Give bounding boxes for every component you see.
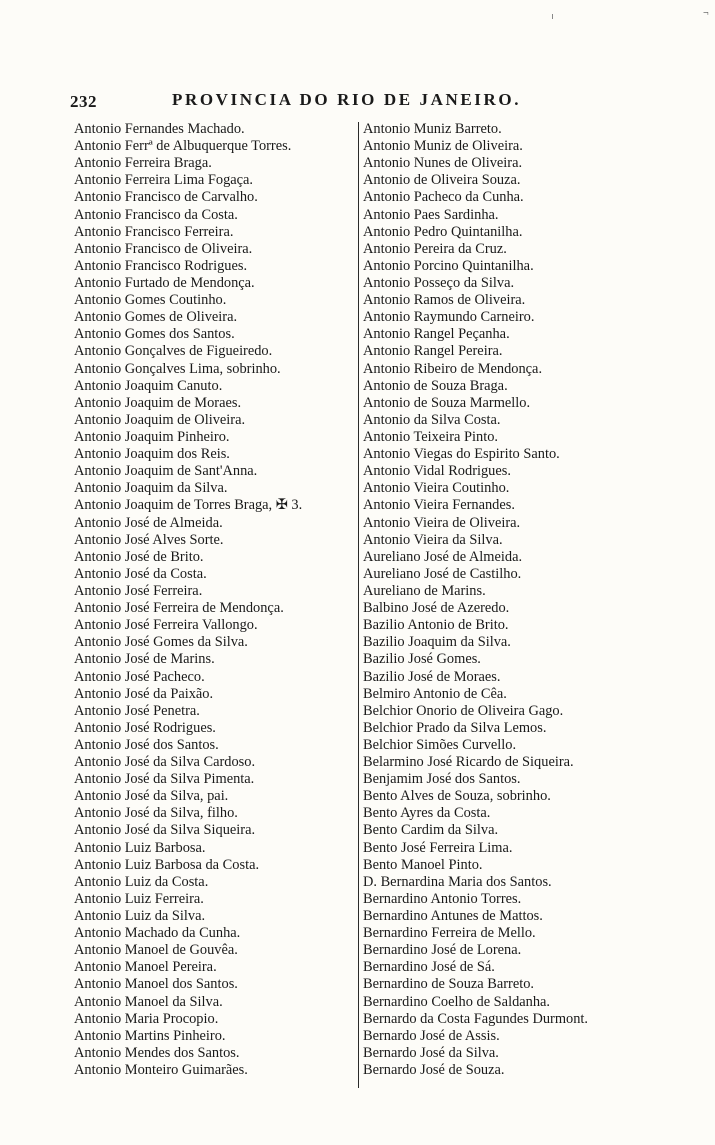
name-entry: Bernardino Antunes de Mattos. <box>363 908 543 925</box>
name-entry: Antonio Luiz da Costa. <box>74 873 209 890</box>
name-entry: Antonio Martins Pinheiro. <box>74 1027 226 1044</box>
name-entry: Bernardo José de Assis. <box>363 1027 500 1044</box>
name-entry: Antonio Francisco da Costa. <box>74 206 238 223</box>
name-entry: Antonio da Silva Costa. <box>363 411 501 428</box>
name-entry: Antonio Joaquim de Oliveira. <box>74 411 246 428</box>
name-entry: Antonio José da Silva, filho. <box>74 805 238 822</box>
name-entry: Antonio Gonçalves Lima, sobrinho. <box>74 360 281 377</box>
name-entry: Antonio Luiz da Silva. <box>74 908 206 925</box>
name-entry: Antonio José Ferreira Vallongo. <box>74 617 258 634</box>
name-entry: Antonio José de Brito. <box>74 548 204 565</box>
name-entry: Bernardo José da Silva. <box>363 1044 499 1061</box>
name-entry: Bazilio Antonio de Brito. <box>363 617 509 634</box>
name-entry: Bazilio José Gomes. <box>363 651 481 668</box>
page-number: 232 <box>70 92 97 111</box>
name-entry: Antonio Rangel Peçanha. <box>363 326 510 343</box>
name-entry: Antonio Vieira Coutinho. <box>363 480 510 497</box>
name-entry: Antonio José Penetra. <box>74 702 200 719</box>
name-entry: Antonio Joaquim Pinheiro. <box>74 428 230 445</box>
name-entry: Antonio Nunes de Oliveira. <box>363 155 523 172</box>
name-entry: Antonio Ramos de Oliveira. <box>363 292 526 309</box>
name-entry: Antonio Manoel da Silva. <box>74 993 223 1010</box>
name-entry: Aureliano de Marins. <box>363 582 486 599</box>
name-entry: Antonio José Ferreira de Mendonça. <box>74 600 284 617</box>
name-entry: Antonio José da Costa. <box>74 565 207 582</box>
name-entry: Bento Cardim da Silva. <box>363 822 499 839</box>
name-entry: Antonio José de Marins. <box>74 651 215 668</box>
name-entry: Bernardo José de Souza. <box>363 1062 505 1079</box>
name-entry: Antonio Vieira da Silva. <box>363 531 503 548</box>
name-entry: Antonio José Alves Sorte. <box>74 531 224 548</box>
name-entry: Belchior Onorio de Oliveira Gago. <box>363 702 564 719</box>
name-entry: Antonio José Rodrigues. <box>74 719 216 736</box>
name-entry: Antonio Gonçalves de Figueiredo. <box>74 343 273 360</box>
name-entry: Antonio Ribeiro de Mendonça. <box>363 360 543 377</box>
name-entry: Antonio Luiz Barbosa da Costa. <box>74 856 260 873</box>
name-entry: Antonio Pacheco da Cunha. <box>363 189 524 206</box>
name-entry: Balbino José de Azeredo. <box>363 600 510 617</box>
name-entry: Bernardino Ferreira de Mello. <box>363 925 536 942</box>
name-entry: Antonio Muniz Barreto. <box>363 121 502 137</box>
name-entry: Antonio Posseço da Silva. <box>363 274 515 291</box>
name-entry: Antonio Joaquim de Torres Braga, ✠ 3. <box>74 497 303 514</box>
name-entry: Antonio de Souza Braga. <box>363 377 508 394</box>
name-entry: Antonio Rangel Pereira. <box>363 343 503 360</box>
name-entry: Belarmino José Ricardo de Siqueira. <box>363 754 574 771</box>
name-entry: Antonio Pedro Quintanilha. <box>363 223 523 240</box>
name-entry: Bernardino de Souza Barreto. <box>363 976 535 993</box>
name-entry: Antonio Mendes dos Santos. <box>74 1044 240 1061</box>
name-entry: Antonio Furtado de Mendonça. <box>74 274 255 291</box>
name-entry: Antonio José da Silva Cardoso. <box>74 754 256 771</box>
left-column <box>74 121 359 1079</box>
column-divider <box>358 122 359 1088</box>
name-entry: Antonio Gomes dos Santos. <box>74 326 235 343</box>
name-entry: Aureliano José de Almeida. <box>363 548 523 565</box>
name-entry: Antonio José dos Santos. <box>74 736 219 753</box>
name-entry: Bento Manoel Pinto. <box>363 856 483 873</box>
name-entry: Bento Ayres da Costa. <box>363 805 491 822</box>
name-entry: Bernardo da Costa Fagundes Durmont. <box>363 1010 589 1027</box>
name-entry: Antonio Teixeira Pinto. <box>363 428 499 445</box>
name-entry: Antonio José da Silva, pai. <box>74 788 229 805</box>
name-entry: Antonio Luiz Ferreira. <box>74 890 204 907</box>
name-entry: Antonio Vieira Fernandes. <box>363 497 515 514</box>
name-entry: Bernardino José de Sá. <box>363 959 495 976</box>
name-entry: Antonio Viegas do Espirito Santo. <box>363 446 560 463</box>
name-entry: Bernardino José de Lorena. <box>363 942 522 959</box>
name-entry: Antonio Machado da Cunha. <box>74 925 241 942</box>
name-entry: Antonio José Gomes da Silva. <box>74 634 248 651</box>
name-entry: Bento José Ferreira Lima. <box>363 839 513 856</box>
name-entry: Antonio Pereira da Cruz. <box>363 240 507 257</box>
name-entry: Antonio Monteiro Guimarães. <box>74 1062 248 1079</box>
name-entry: Antonio Paes Sardinha. <box>363 206 499 223</box>
name-entry: Belchior Simões Curvello. <box>363 736 517 753</box>
name-entry: Bazilio Joaquim da Silva. <box>363 634 511 651</box>
name-entry: Antonio Fernandes Machado. <box>74 121 245 137</box>
name-entry: Antonio de Souza Marmello. <box>363 394 531 411</box>
name-entry: Antonio José da Silva Pimenta. <box>74 771 255 788</box>
name-entry: Bernardino Antonio Torres. <box>363 890 522 907</box>
name-entry: Antonio Gomes de Oliveira. <box>74 309 238 326</box>
name-entry: Antonio Muniz de Oliveira. <box>363 138 523 155</box>
name-entry: Bazilio José de Moraes. <box>363 668 501 685</box>
name-entry: Antonio Francisco de Oliveira. <box>74 240 253 257</box>
name-entry: Antonio Vieira de Oliveira. <box>363 514 521 531</box>
name-entry: Aureliano José de Castilho. <box>363 565 522 582</box>
name-entry: Antonio Porcino Quintanilha. <box>363 257 534 274</box>
name-entry: Bernardino Coelho de Saldanha. <box>363 993 551 1010</box>
name-entry: Antonio Vidal Rodrigues. <box>363 463 511 480</box>
name-entry: Benjamim José dos Santos. <box>363 771 521 788</box>
name-entry: Antonio Francisco Ferreira. <box>74 223 234 240</box>
name-entry: Antonio José de Almeida. <box>74 514 223 531</box>
name-entry: Antonio Ferreira Lima Fogaça. <box>74 172 254 189</box>
name-entry: Antonio Raymundo Carneiro. <box>363 309 535 326</box>
name-entry: Belmiro Antonio de Cêa. <box>363 685 507 702</box>
name-entry: D. Bernardina Maria dos Santos. <box>363 873 552 890</box>
margin-tick <box>552 14 553 19</box>
name-entry: Antonio Joaquim Canuto. <box>74 377 223 394</box>
name-entry: Antonio Francisco Rodrigues. <box>74 257 248 274</box>
name-entry: Antonio Manoel Pereira. <box>74 959 217 976</box>
name-entry: Antonio Joaquim de Moraes. <box>74 394 242 411</box>
name-entry: Antonio Joaquim da Silva. <box>74 480 228 497</box>
name-entry: Bento Alves de Souza, sobrinho. <box>363 788 551 805</box>
name-entry: Antonio José Ferreira. <box>74 582 203 599</box>
name-entry: Antonio Ferrª de Albuquerque Torres. <box>74 138 292 155</box>
corner-mark: ¬ <box>703 8 709 19</box>
name-entry: Antonio Ferreira Braga. <box>74 155 212 172</box>
name-entry: Antonio Maria Procopio. <box>74 1010 219 1027</box>
name-entry: Antonio Gomes Coutinho. <box>74 292 227 309</box>
right-column <box>363 121 658 1079</box>
name-entry: Antonio Francisco de Carvalho. <box>74 189 258 206</box>
name-entry: Belchior Prado da Silva Lemos. <box>363 719 547 736</box>
running-header: PROVINCIA DO RIO DE JANEIRO. <box>172 90 522 109</box>
name-entry: Antonio de Oliveira Souza. <box>363 172 521 189</box>
name-entry: Antonio Joaquim dos Reis. <box>74 446 230 463</box>
name-entry: Antonio Luiz Barbosa. <box>74 839 206 856</box>
name-entry: Antonio José Pacheco. <box>74 668 205 685</box>
name-entry: Antonio Manoel de Gouvêa. <box>74 942 238 959</box>
name-entry: Antonio José da Silva Siqueira. <box>74 822 256 839</box>
name-entry: Antonio José da Paixão. <box>74 685 214 702</box>
name-entry: Antonio Manoel dos Santos. <box>74 976 238 993</box>
name-entry: Antonio Joaquim de Sant'Anna. <box>74 463 258 480</box>
